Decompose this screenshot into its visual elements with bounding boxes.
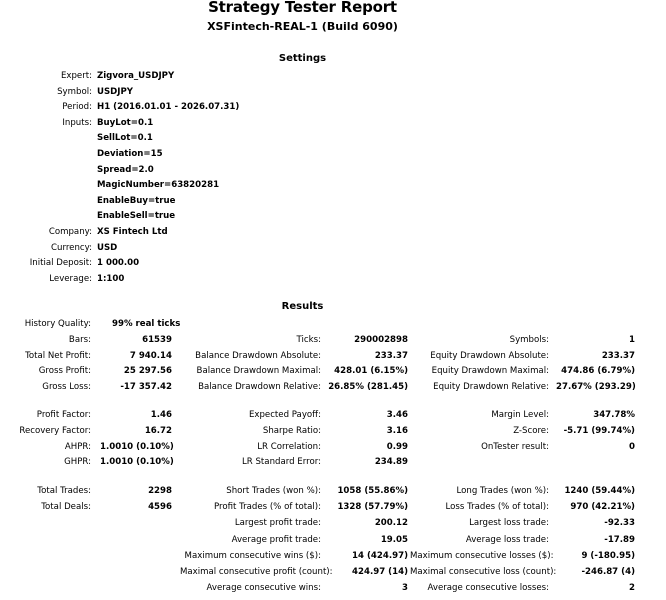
result-label: Sharpe Ratio: bbox=[262, 425, 321, 436]
result-label: AHPR: bbox=[64, 441, 91, 452]
result-value: 1.0010 (0.10%) bbox=[100, 457, 174, 468]
result-label: Maximal consecutive loss (count): bbox=[410, 567, 557, 577]
result-value: 14 (424.97) bbox=[352, 550, 408, 561]
settings-value: SellLot=0.1 bbox=[97, 133, 153, 144]
result-value: -5.71 (99.74%) bbox=[563, 425, 635, 436]
result-value: 7 940.14 bbox=[129, 350, 172, 361]
result-label: Recovery Factor: bbox=[19, 425, 91, 436]
result-value: -246.87 (4) bbox=[581, 567, 635, 577]
result-label: Balance Drawdown Maximal: bbox=[196, 366, 321, 376]
settings-label: Initial Deposit: bbox=[29, 258, 92, 269]
result-value: 1 bbox=[629, 335, 635, 345]
result-value: 19.05 bbox=[380, 534, 408, 545]
settings-value: Spread=2.0 bbox=[97, 164, 154, 175]
result-label: Balance Drawdown Relative: bbox=[198, 381, 321, 392]
result-label: Short Trades (won %): bbox=[226, 486, 321, 496]
result-value: 4596 bbox=[148, 502, 172, 513]
result-label: Expected Payoff: bbox=[248, 410, 321, 420]
result-label: Loss Trades (% of total): bbox=[445, 502, 549, 513]
result-value: 2 bbox=[629, 583, 635, 594]
result-value: 290002898 bbox=[354, 335, 408, 345]
result-label: Average consecutive losses: bbox=[427, 583, 549, 594]
result-value: 424.97 (14) bbox=[352, 567, 408, 577]
result-value: 428.01 (6.15%) bbox=[334, 366, 408, 376]
settings-value: USDJPY bbox=[97, 86, 134, 97]
result-label: Maximum consecutive wins ($): bbox=[184, 550, 321, 561]
result-value: 3 bbox=[402, 583, 408, 594]
result-label: Long Trades (won %): bbox=[456, 486, 549, 496]
settings-value: H1 (2016.01.01 - 2026.07.31) bbox=[97, 102, 240, 113]
report-title: Strategy Tester Report bbox=[208, 0, 397, 16]
result-value: -17 357.42 bbox=[120, 381, 172, 392]
result-label: Symbols: bbox=[509, 335, 549, 345]
result-label: Equity Drawdown Relative: bbox=[433, 381, 549, 392]
result-label: Average loss trade: bbox=[465, 534, 549, 545]
result-label: Largest loss trade: bbox=[469, 518, 549, 529]
settings-heading: Settings bbox=[278, 53, 327, 64]
result-label: GHPR: bbox=[64, 457, 91, 468]
settings-label: Inputs: bbox=[62, 117, 92, 128]
result-label: Balance Drawdown Absolute: bbox=[195, 350, 321, 361]
settings-value: USD bbox=[97, 242, 118, 253]
settings-value: XS Fintech Ltd bbox=[97, 227, 168, 237]
result-value: 233.37 bbox=[374, 350, 408, 361]
result-value: 233.37 bbox=[601, 350, 635, 361]
settings-value: Deviation=15 bbox=[97, 149, 163, 159]
result-value: 16.72 bbox=[144, 425, 172, 436]
result-value: 0 bbox=[629, 441, 635, 452]
settings-value: 1:100 bbox=[97, 273, 125, 284]
result-label: Largest profit trade: bbox=[234, 518, 321, 529]
result-label: Average consecutive wins: bbox=[206, 583, 321, 594]
settings-value: EnableBuy=true bbox=[97, 195, 176, 206]
result-value: 61539 bbox=[142, 335, 172, 345]
result-value: 234.89 bbox=[374, 457, 408, 468]
result-value: 3.46 bbox=[386, 410, 408, 420]
report-subtitle: XSFintech-REAL-1 (Build 6090) bbox=[207, 20, 398, 33]
result-value: 9 (-180.95) bbox=[581, 550, 635, 561]
result-label: Maximal consecutive profit (count): bbox=[180, 567, 333, 577]
result-value: 1.46 bbox=[150, 410, 172, 420]
result-value: 3.16 bbox=[386, 425, 408, 436]
result-value: 25 297.56 bbox=[123, 366, 172, 376]
result-label: Total Deals: bbox=[41, 502, 91, 513]
result-label: Equity Drawdown Absolute: bbox=[430, 350, 549, 361]
result-label: OnTester result: bbox=[481, 441, 549, 452]
result-value: 1.0010 (0.10%) bbox=[100, 441, 174, 452]
result-value: 0.99 bbox=[386, 441, 408, 452]
settings-value: BuyLot=0.1 bbox=[97, 117, 154, 128]
result-label: Total Net Profit: bbox=[25, 350, 91, 361]
result-label: Average profit trade: bbox=[231, 534, 321, 545]
result-value: 1328 (57.79%) bbox=[337, 502, 408, 513]
result-label: Equity Drawdown Maximal: bbox=[431, 366, 549, 376]
settings-value: 1 000.00 bbox=[97, 258, 140, 269]
result-value: 1058 (55.86%) bbox=[337, 486, 408, 496]
settings-label: Currency: bbox=[51, 242, 92, 253]
result-label: LR Standard Error: bbox=[241, 457, 321, 468]
history-quality-value: 99% real ticks bbox=[112, 319, 181, 329]
settings-label: Leverage: bbox=[49, 273, 92, 284]
result-label: Z-Score: bbox=[513, 425, 549, 436]
result-label: Gross Loss: bbox=[42, 381, 91, 392]
result-label: Ticks: bbox=[296, 335, 321, 345]
settings-label: Expert: bbox=[60, 71, 92, 81]
settings-label: Symbol: bbox=[57, 86, 92, 97]
result-label: Margin Level: bbox=[491, 410, 549, 420]
result-value: 26.85% (281.45) bbox=[328, 381, 408, 392]
result-value: 2298 bbox=[148, 486, 172, 496]
result-label: Maximum consecutive losses ($): bbox=[410, 550, 554, 561]
result-value: 474.86 (6.79%) bbox=[561, 366, 635, 376]
result-value: 200.12 bbox=[374, 518, 408, 529]
result-label: Profit Factor: bbox=[36, 410, 91, 420]
result-value: 1240 (59.44%) bbox=[564, 486, 635, 496]
result-value: -92.33 bbox=[604, 518, 635, 529]
settings-value: EnableSell=true bbox=[97, 211, 176, 222]
results-heading: Results bbox=[281, 301, 324, 312]
history-quality-label: History Quality: bbox=[24, 319, 91, 329]
result-value: 27.67% (293.29) bbox=[556, 381, 636, 392]
settings-label: Company: bbox=[48, 227, 92, 237]
result-label: Profit Trades (% of total): bbox=[213, 502, 321, 513]
settings-value: Zigvora_USDJPY bbox=[97, 71, 175, 81]
result-value: 970 (42.21%) bbox=[570, 502, 635, 513]
result-label: Gross Profit: bbox=[38, 366, 91, 376]
result-value: -17.89 bbox=[604, 534, 635, 545]
result-label: Total Trades: bbox=[37, 486, 91, 496]
result-label: LR Correlation: bbox=[257, 441, 321, 452]
result-label: Bars: bbox=[68, 335, 91, 345]
result-value: 347.78% bbox=[593, 410, 635, 420]
settings-label: Period: bbox=[62, 102, 92, 113]
settings-value: MagicNumber=63820281 bbox=[97, 180, 220, 191]
